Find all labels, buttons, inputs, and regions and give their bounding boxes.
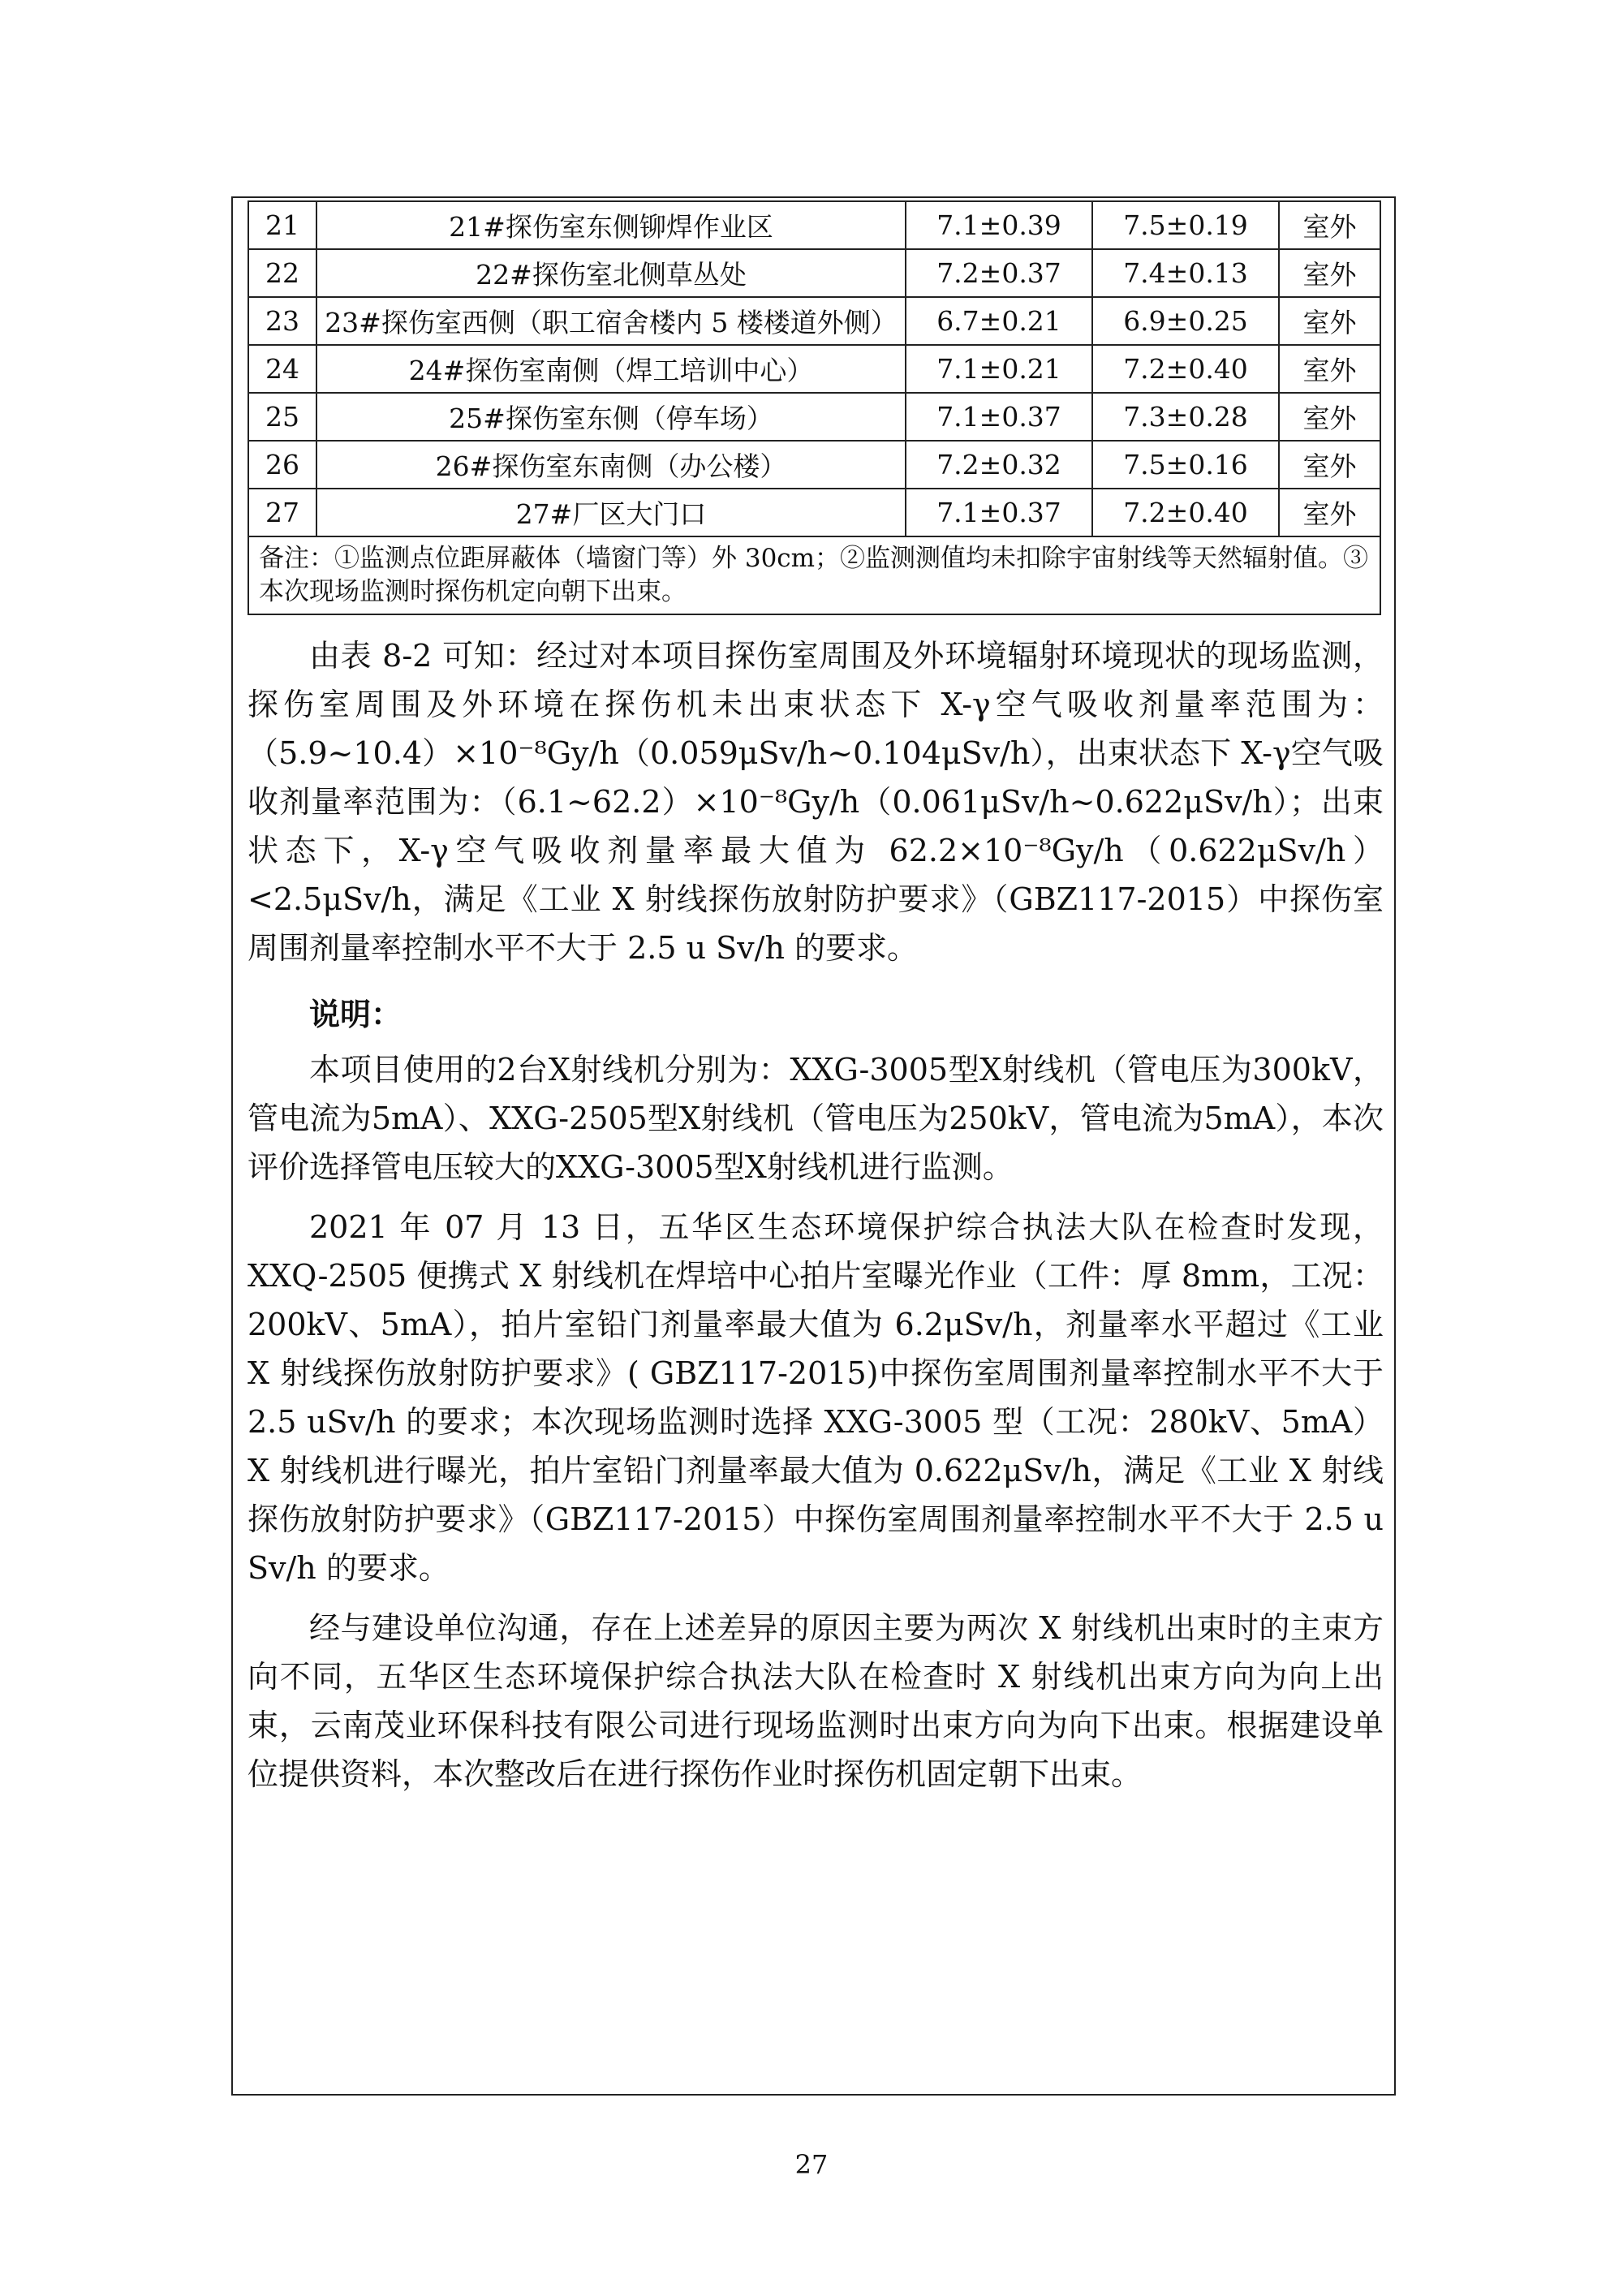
paragraph-inspection: 2021 年 07 月 13 日，五华区生态环境保护综合执法大队在检查时发现，XXQ-2505 便携式 X 射线机在焊培中心拍片室曝光作业（工件：厚 8mm，工况：200kV、5mA），拍片室铅门剂量率最大值为 6.2μSv/h，剂量率水平超过《工业 X 射线探伤放射防护要求》( GBZ117-2015)中探伤室周围剂量率控制水平不大于 2.5 uSv/h 的要求；本次现场监测时选择 XXG-3005 型（工况：280kV、5mA）X 射线机进行曝光，拍片室铅门剂量率最大值为 0.622μSv/h，满足《工业 X 射线探伤放射防护要求》（GBZ117-2015）中探伤室周围剂量率控制水平不大于 2.5 u Sv/h 的要求。 [248,1209,1384,1586]
row-number: 24 [248,345,316,393]
row-value-off: 7.1±0.37 [906,489,1092,536]
row-value-off: 7.2±0.32 [906,441,1092,489]
row-type: 室外 [1279,441,1380,489]
row-type: 室外 [1279,297,1380,345]
row-value-off: 7.1±0.37 [906,393,1092,441]
row-location: 27#厂区大门口 [316,489,906,536]
row-location: 21#探伤室东侧铆焊作业区 [316,201,906,249]
table-row [248,345,1380,393]
row-number: 27 [248,489,316,536]
row-value-on: 7.5±0.16 [1092,441,1279,489]
main-text [248,631,1384,1798]
row-number: 21 [248,201,316,249]
row-value-on: 7.2±0.40 [1092,345,1279,393]
row-value-on: 6.9±0.25 [1092,297,1279,345]
page-number: 27 [794,2149,829,2180]
table-row [248,489,1380,536]
table-note: 备注：①监测点位距屏蔽体（墙窗门等）外 30cm；②监测测值均未扣除宇宙射线等天然辐射值。③本次现场监测时探伤机定向朝下出束。 [248,536,1380,614]
row-type: 室外 [1279,489,1380,536]
row-location: 26#探伤室东南侧（办公楼） [316,441,906,489]
row-location: 25#探伤室东侧（停车场） [316,393,906,441]
table-row [248,297,1380,345]
row-type: 室外 [1279,393,1380,441]
paragraph-summary: 由表 8-2 可知：经过对本项目探伤室周围及外环境辐射环境现状的现场监测，探伤室周围及外环境在探伤机未出束状态下 X-γ空气吸收剂量率范围为：（5.9~10.4）×10⁻⁸Gy/h（0.059μSv/h~0.104μSv/h），出束状态下 X-γ空气吸收剂量率范围为：（6.1~62.2）×10⁻⁸Gy/h（0.061μSv/h~0.622μSv/h）；出束状态下，X-γ空气吸收剂量率最大值为 62.2×10⁻⁸Gy/h（0.622μSv/h）<2.5μSv/h，满足《工业 X 射线探伤放射防护要求》（GBZ117-2015）中探伤室周围剂量率控制水平不大于 2.5 u Sv/h 的要求。 [248,638,1384,966]
row-value-off: 7.1±0.21 [906,345,1092,393]
row-number: 26 [248,441,316,489]
monitoring-table [248,200,1381,615]
row-type: 室外 [1279,201,1380,249]
row-location: 22#探伤室北侧草丛处 [316,249,906,297]
row-location: 24#探伤室南侧（焊工培训中心） [316,345,906,393]
row-value-on: 7.4±0.13 [1092,249,1279,297]
row-value-off: 7.2±0.37 [906,249,1092,297]
paragraph-explanation: 经与建设单位沟通，存在上述差异的原因主要为两次 X 射线机出束时的主束方向不同，五华区生态环境保护综合执法大队在检查时 X 射线机出束方向为向上出束，云南茂业环保科技有限公司进行现场监测时出束方向为向下出束。根据建设单位提供资料，本次整改后在进行探伤作业时探伤机固定朝下出束。 [248,1610,1384,1792]
table-row [248,393,1380,441]
table-row [248,201,1380,249]
row-value-off: 6.7±0.21 [906,297,1092,345]
row-value-on: 7.2±0.40 [1092,489,1279,536]
section-heading: 说明： [309,996,403,1032]
row-number: 22 [248,249,316,297]
row-number: 25 [248,393,316,441]
row-number: 23 [248,297,316,345]
table-row [248,249,1380,297]
row-type: 室外 [1279,249,1380,297]
row-value-off: 7.1±0.39 [906,201,1092,249]
paragraph-equipment: 本项目使用的2台X射线机分别为：XXG-3005型X射线机（管电压为300kV，管电流为5mA）、XXG-2505型X射线机（管电压为250kV，管电流为5mA），本次评价选择管电压较大的XXG-3005型X射线机进行监测。 [248,1052,1384,1185]
table-note-row [248,536,1380,614]
row-value-on: 7.5±0.19 [1092,201,1279,249]
row-value-on: 7.3±0.28 [1092,393,1279,441]
row-type: 室外 [1279,345,1380,393]
row-location: 23#探伤室西侧（职工宿舍楼内 5 楼楼道外侧） [316,297,906,345]
table-row [248,441,1380,489]
